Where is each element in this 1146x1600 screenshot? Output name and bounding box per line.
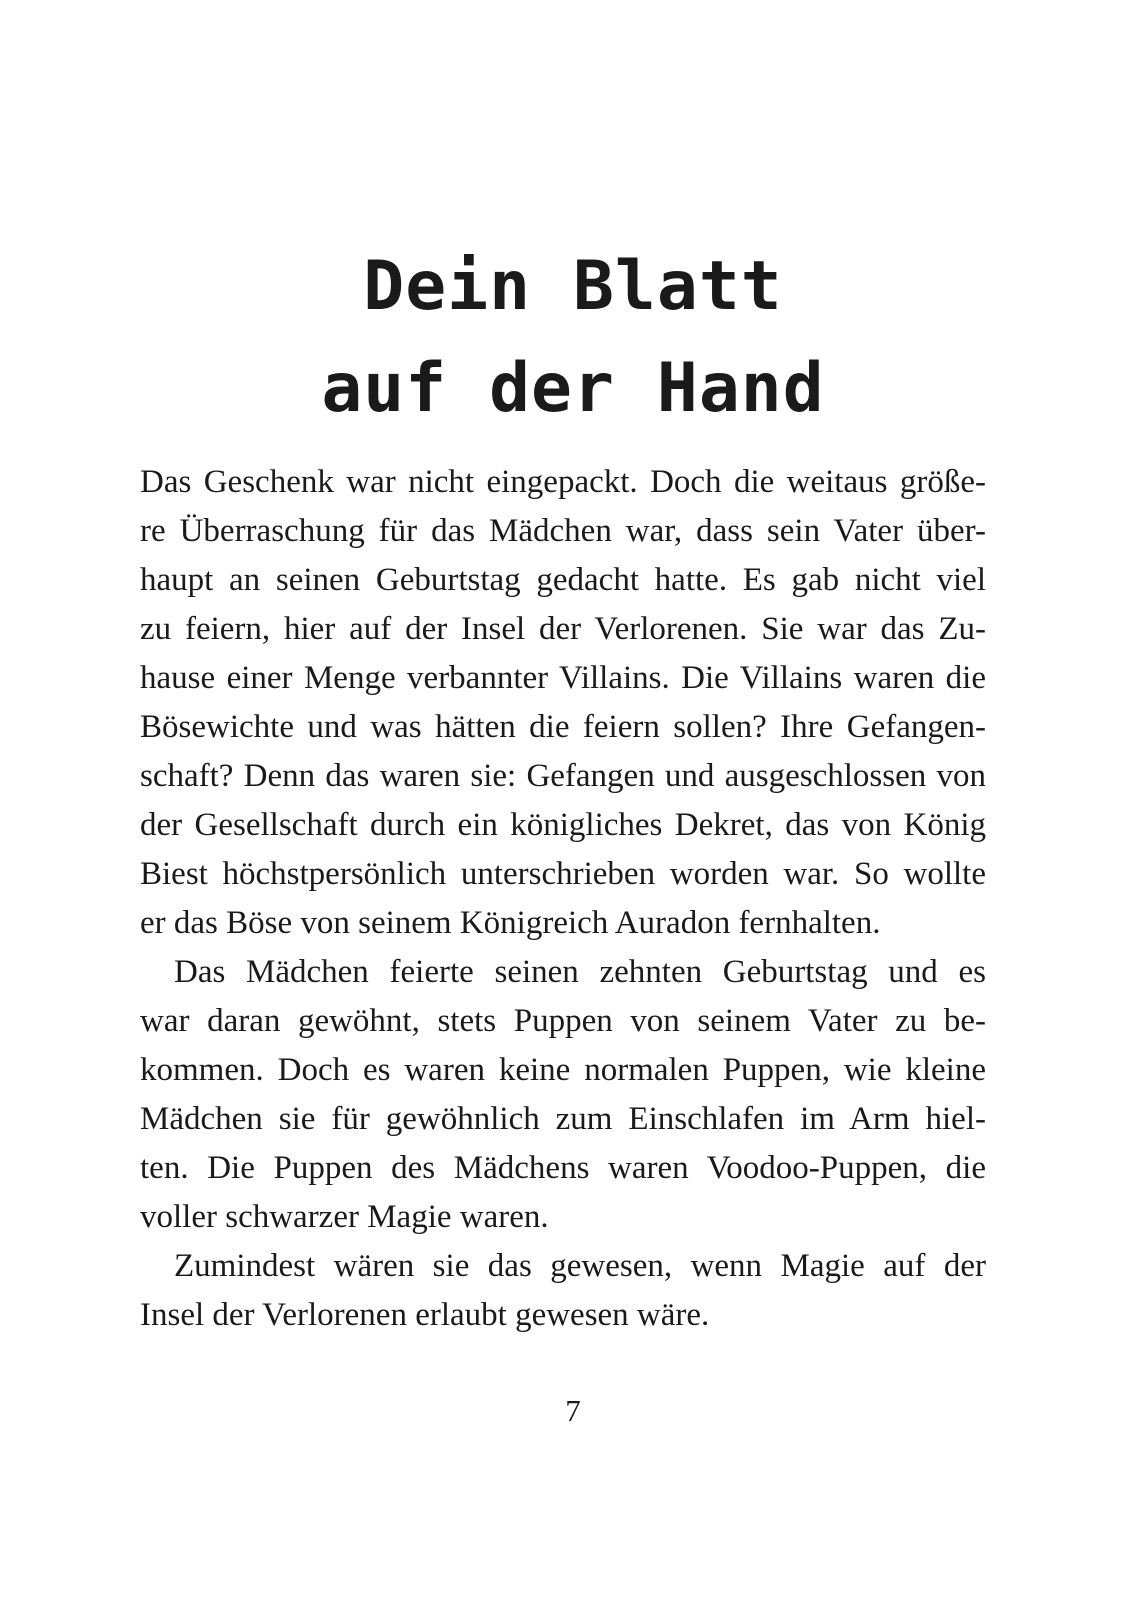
paragraph-3 [140,1242,986,1340]
text-line: Bösewichte und was hätten die feiern sollen? Ihre Gefangen- [140,709,986,745]
text-line: re Überraschung für das Mädchen war, dass sein Vater über- [140,513,986,549]
text-line: Zumindest wären sie das gewesen, wenn Magie auf der [174,1248,986,1284]
text-line: schaft? Denn das waren sie: Gefangen und ausgeschlossen von [140,758,986,794]
text-line: Das Geschenk war nicht eingepackt. Doch die weitaus größe- [140,464,986,500]
text-line: der Gesellschaft durch ein königliches Dekret, das von König [140,807,986,843]
paragraph-1 [140,458,986,948]
body-text [140,458,986,1340]
text-line: war daran gewöhnt, stets Puppen von seinem Vater zu be- [140,1003,986,1039]
text-line: Mädchen sie für gewöhnlich zum Einschlafen im Arm hiel- [140,1101,986,1137]
chapter-title-line-1: Dein Blatt [363,246,783,326]
text-line: er das Böse von seinem Königreich Auradon fernhalten. [140,905,881,941]
text-line: Insel der Verlorenen erlaubt gewesen wäre. [140,1297,710,1333]
text-line: hause einer Menge verbannter Villains. Die Villains waren die [140,660,986,696]
text-line: zu feiern, hier auf der Insel der Verlorenen. Sie war das Zu- [140,611,986,647]
text-line: Biest höchstpersönlich unterschrieben worden war. So wollte [140,856,986,892]
text-line: Das Mädchen feierte seinen zehnten Geburtstag und es [174,954,986,990]
chapter-title-line-2: auf der Hand [321,348,825,428]
text-line: kommen. Doch es waren keine normalen Puppen, wie kleine [140,1052,986,1088]
text-line: haupt an seinen Geburtstag gedacht hatte. Es gab nicht viel [140,562,986,598]
page-number: 7 [565,1393,581,1428]
text-line: ten. Die Puppen des Mädchens waren Voodoo-Puppen, die [140,1150,986,1186]
paragraph-2 [140,948,986,1242]
chapter-title [0,236,1146,440]
text-line: voller schwarzer Magie waren. [140,1199,549,1235]
